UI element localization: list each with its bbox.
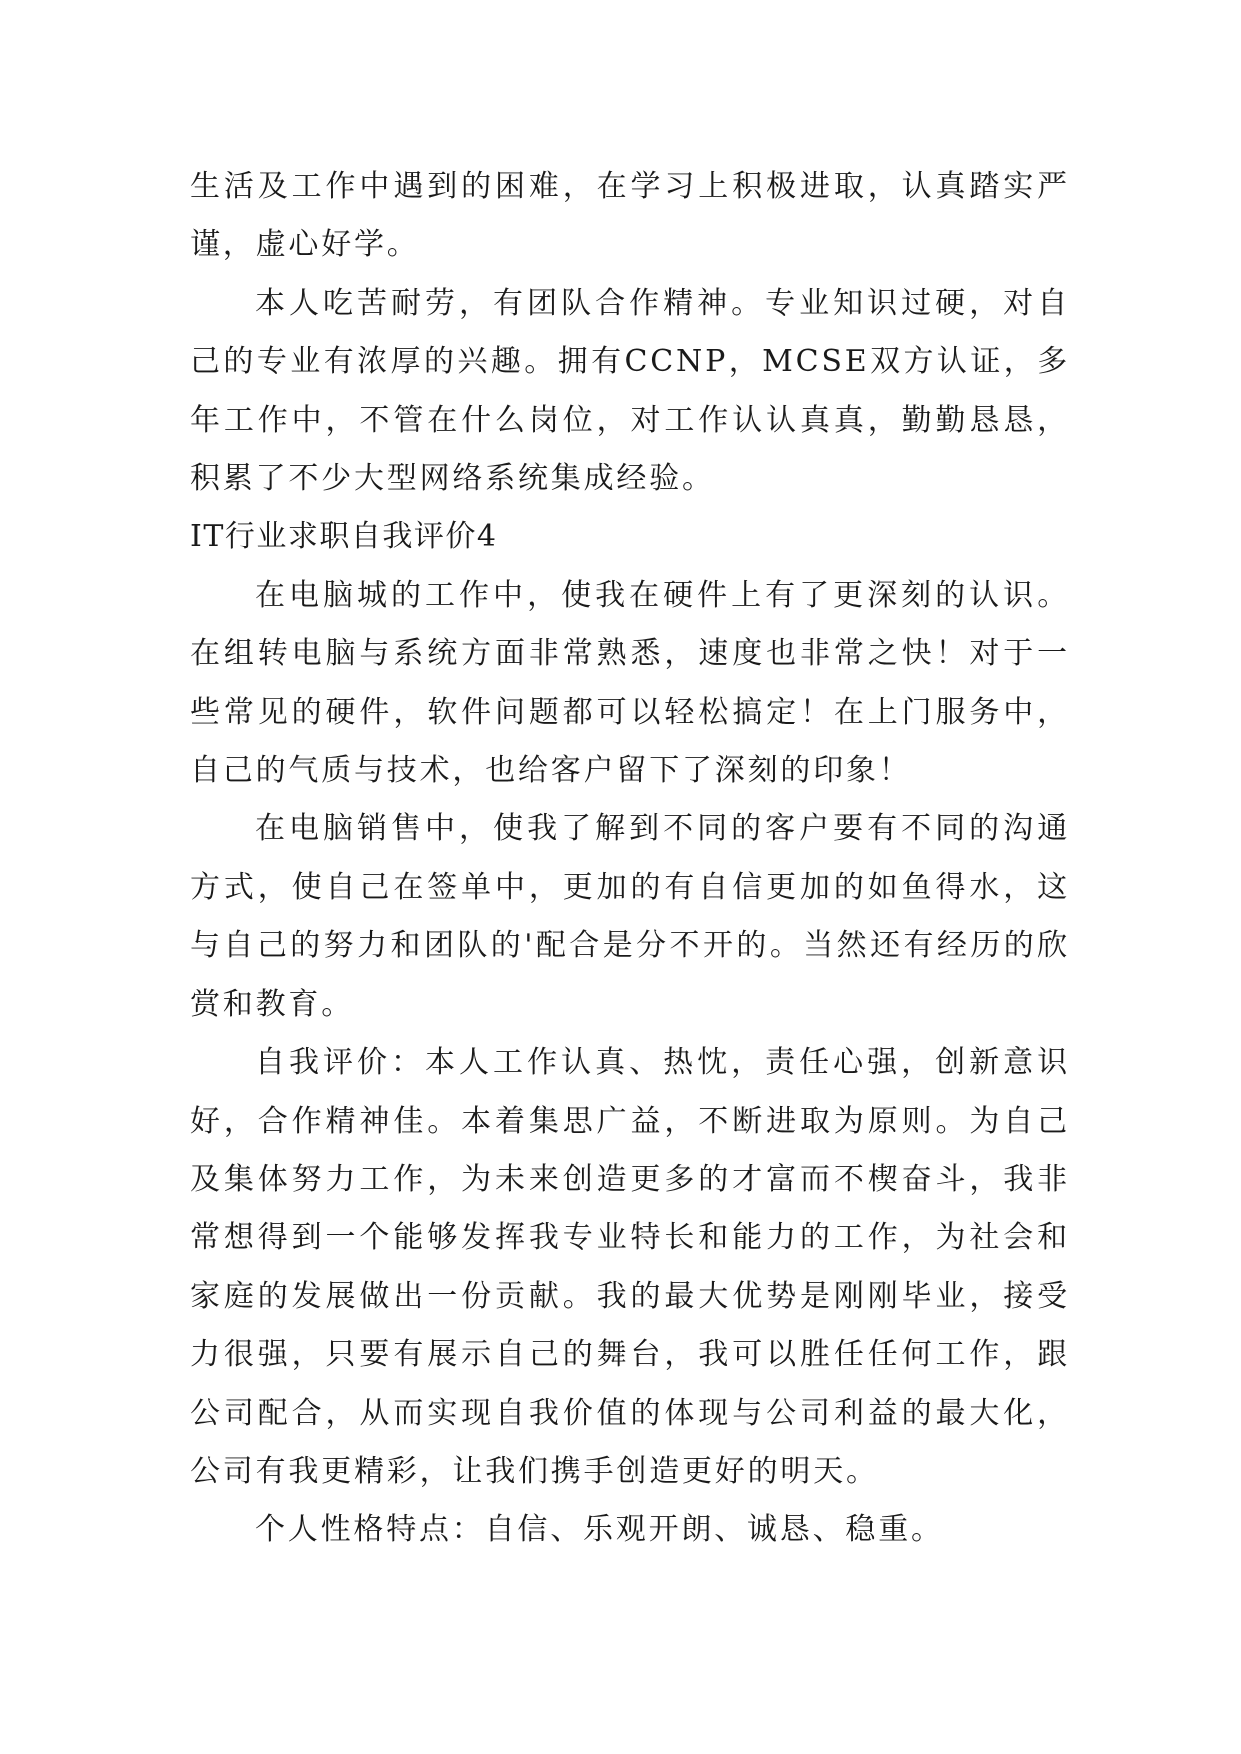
document-body bbox=[190, 158, 1070, 1560]
paragraph-hardware: 在电脑城的工作中，使我在硬件上有了更深刻的认识。在组转电脑与系统方面非常熟悉，速度也非常之快！对于一些常见的硬件，软件问题都可以轻松搞定！在上门服务中，自己的气质与技术，也给客户留下了深刻的印象！ bbox=[190, 577, 1070, 789]
paragraph-continuation: 生活及工作中遇到的困难，在学习上积极进取，认真踏实严谨，虚心好学。 bbox=[190, 169, 1070, 263]
section-heading: IT行业求职自我评价4 bbox=[190, 519, 498, 555]
paragraph-sales: 在电脑销售中，使我了解到不同的客户要有不同的沟通方式，使自己在签单中，更加的有自信更加的如鱼得水，这与自己的努力和团队的'配合是分不开的。当然还有经历的欣赏和教育。 bbox=[190, 811, 1070, 1022]
paragraph-personality: 个人性格特点：自信、乐观开朗、诚恳、稳重。 bbox=[255, 1512, 944, 1548]
paragraph-self-evaluation: 自我评价：本人工作认真、热忱，责任心强，创新意识好，合作精神佳。本着集思广益，不断进取为原则。为自己及集体努力工作，为未来创造更多的才富而不楔奋斗，我非常想得到一个能够发挥我专业特长和能力的工作，为社会和家庭的发展做出一份贡献。我的最大优势是刚刚毕业，接受力很强，只要有展示自己的舞台，我可以胜任任何工作，跟公司配合，从而实现自我价值的体现与公司利益的最大化，公司有我更精彩，让我们携手创造更好的明天。 bbox=[190, 1045, 1070, 1489]
paragraph-teamwork: 本人吃苦耐劳，有团队合作精神。专业知识过硬，对自己的专业有浓厚的兴趣。拥有CCNP，MCSE双方认证，多年工作中，不管在什么岗位，对工作认认真真，勤勤恳恳，积累了不少大型网络系统集成经验。 bbox=[190, 285, 1070, 497]
